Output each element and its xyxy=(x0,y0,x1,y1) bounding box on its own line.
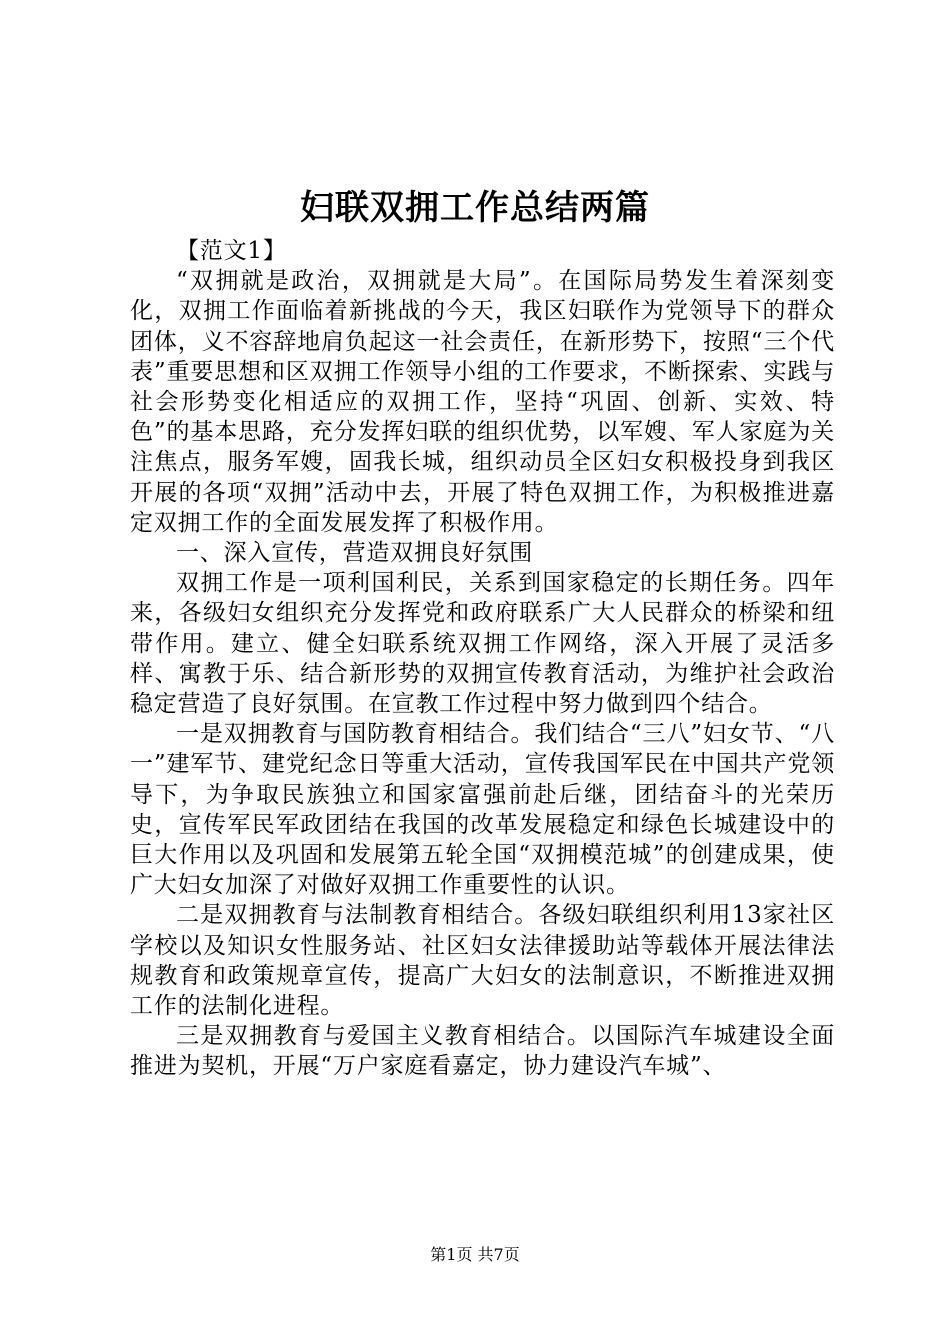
section-label: 【范文1】 xyxy=(176,238,287,264)
body-paragraph: “双拥就是政治，双拥就是大局”。在国际局势发生着深刻变化，双拥工作面临着新挑战的今天，我区妇联作为党领导下的群众团体，义不容辞地肩负起这一社会责任，在新形势下，按照“三个代表”重要思想和区双拥工作领导小组的工作要求，不断探索、实践与社会形势变化相适应的双拥工作，坚持“巩固、创新、实效、特色”的基本思路，充分发挥妇联的组织优势，以军嫂、军人家庭为关注焦点，服务军嫂，固我长城，组织动员全区妇女积极投身到我区开展的各项“双拥”活动中去，开展了特色双拥工作，为积极推进嘉定双拥工作的全面发展发挥了积极作用。 xyxy=(130,268,835,536)
body-paragraph: 三是双拥教育与爱国主义教育相结合。以国际汽车城建设全面推进为契机，开展“万户家庭看嘉定，协力建设汽车城”、 xyxy=(130,1023,835,1080)
document-title: 妇联双拥工作总结两篇 xyxy=(300,188,650,228)
body-paragraph: 双拥工作是一项利国利民，关系到国家稳定的长期任务。四年来，各级妇女组织充分发挥党和政府联系广大人民群众的桥梁和纽带作用。建立、健全妇联系统双拥工作网络，深入开展了灵活多样、寓教于乐、结合新形势的双拥宣传教育活动，为维护社会政治稳定营造了良好氛围。在宣教工作过程中努力做到四个结合。 xyxy=(130,570,835,718)
body-paragraph: 二是双拥教育与法制教育相结合。各级妇联组织利用13家社区学校以及知识女性服务站、社区妇女法律援助站等载体开展法律法规教育和政策规章宣传，提高广大妇女的法制意识，不断推进双拥工作的法制化进程。 xyxy=(130,902,835,1020)
section-heading: 一、深入宣传，营造双拥良好氛围 xyxy=(176,540,533,567)
document-body xyxy=(130,236,835,1082)
page-number-footer: 第1页 共7页 xyxy=(430,1245,520,1264)
body-paragraph: 一是双拥教育与国防教育相结合。我们结合“三八”妇女节、“八一”建军节、建党纪念日等重大活动，宣传我国军民在中国共产党领导下，为争取民族独立和国家富强前赴后继，团结奋斗的光荣历史，宣传军民军政团结在我国的改革发展稳定和绿色长城建设中的巨大作用以及巩固和发展第五轮全国“双拥模范城”的创建成果，使广大妇女加深了对做好双拥工作重要性的认识。 xyxy=(130,721,835,899)
